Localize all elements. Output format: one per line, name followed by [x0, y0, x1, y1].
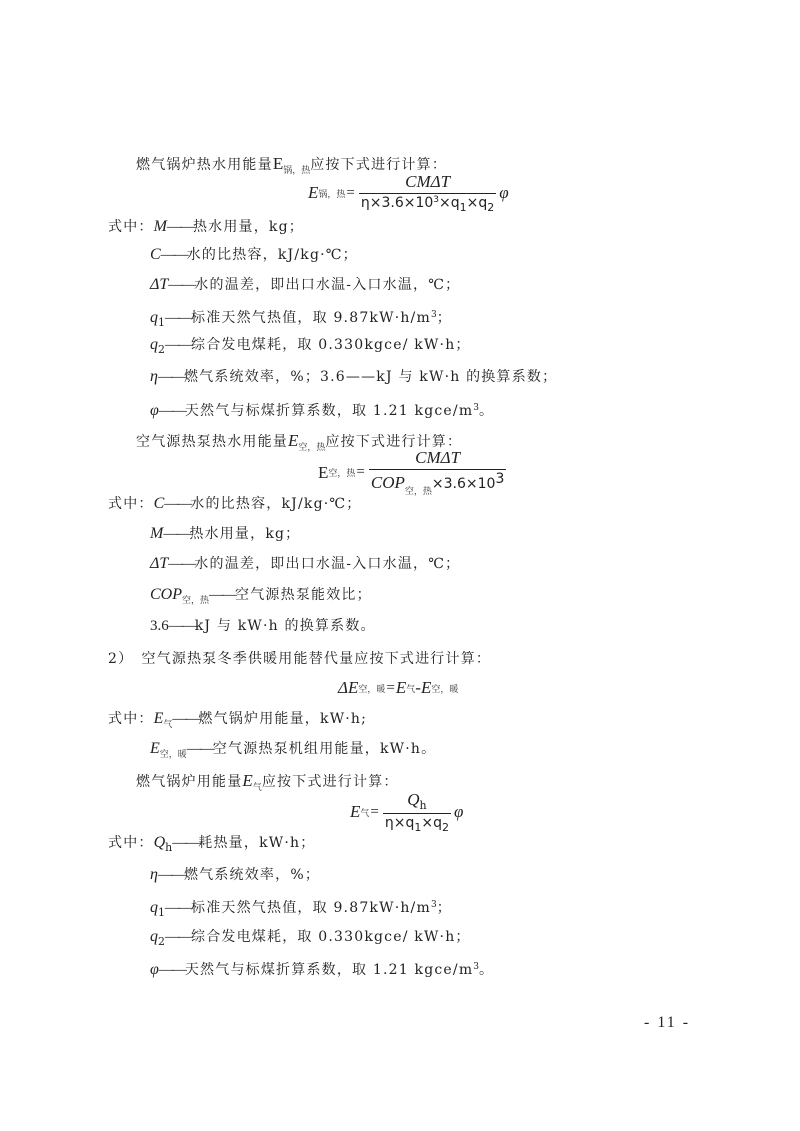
def-symbol-sub: 1	[158, 316, 165, 329]
def-symbol: E	[153, 710, 164, 727]
def-row	[150, 928, 471, 951]
where-label: 式中：	[108, 496, 154, 512]
intro-text: 燃气锅炉热水用能量	[136, 157, 273, 173]
formula-lhs: E	[308, 183, 319, 202]
def-tail: 。	[479, 962, 495, 978]
formula-lhs: ΔE	[338, 678, 359, 697]
var-e: E	[288, 431, 299, 450]
def-text: 天然气与标煤折算系数，取 1.21 kgce/m	[184, 962, 474, 978]
def-row	[150, 555, 460, 573]
def-text: 燃气系统效率，%；3.6——kJ 与 kW·h 的换算系数；	[183, 369, 558, 385]
def-text: 水的比热容，kJ/kg·℃；	[186, 247, 358, 263]
def-text: 空气源热泵机组用能量，kW·h。	[212, 741, 437, 757]
formula-lhs-sub: 锅，热	[318, 189, 346, 200]
def-text: 综合发电煤耗，取 0.330kgce/ kW·h；	[191, 337, 471, 353]
fraction	[369, 448, 506, 497]
equals-sign: =	[356, 464, 365, 480]
formula-lhs-sub: 空，热	[328, 469, 356, 479]
intro-suffix: 应按下式进行计算：	[310, 157, 448, 173]
def-symbol: q	[150, 336, 158, 353]
superscript: 3	[473, 403, 480, 413]
def-symbol-sub: 2	[158, 343, 165, 356]
def-tail: ；	[436, 900, 452, 916]
formula-factor: φ	[454, 802, 464, 821]
formula-heating-substitution	[338, 678, 458, 698]
def-row	[150, 336, 471, 359]
heading-text: 2） 空气源热泵冬季供暖用能替代量应按下式进行计算：	[108, 651, 492, 667]
equals-sign: =	[370, 803, 379, 820]
dash: ——	[158, 403, 185, 419]
dash: ——	[165, 929, 191, 945]
intro-suffix: 应按下式进行计算：	[261, 774, 399, 790]
def-text: 热水用量，kg；	[192, 219, 304, 235]
where-label: 式中：	[108, 711, 154, 727]
def-row	[150, 306, 452, 332]
def-symbol: φ	[150, 402, 159, 419]
def-text: 燃气系统效率，%；	[183, 867, 321, 883]
where-label: 式中：	[108, 219, 154, 235]
def-row	[150, 525, 300, 543]
formula-term: E	[395, 678, 407, 697]
def-symbol-sub: 2	[158, 935, 165, 948]
def-symbol: M	[150, 525, 164, 542]
numerator: CMΔT	[405, 172, 451, 191]
def-row	[108, 218, 304, 236]
formula-term-sub: 气	[406, 684, 416, 695]
page-number: - 11 -	[644, 1014, 691, 1031]
def-text: 综合发电煤耗，取 0.330kgce/ kW·h；	[191, 929, 471, 945]
fraction	[383, 790, 451, 834]
formula-lhs-sub: 空，暖	[358, 684, 386, 695]
def-symbol: q	[150, 928, 158, 945]
def-symbol-sub: h	[165, 841, 173, 854]
def-row	[150, 896, 452, 922]
def-symbol: M	[153, 218, 167, 235]
var-sub: 气	[252, 783, 262, 793]
section-heading-2	[108, 650, 491, 668]
def-symbol: q	[150, 309, 158, 326]
dash: ——	[168, 618, 195, 634]
def-text: 标准天然气热值，取 9.87kW·h/m	[191, 310, 431, 326]
def-symbol-sub: 1	[158, 906, 165, 919]
intro-text: 燃气锅炉用能量	[136, 774, 243, 790]
def-row	[108, 834, 315, 857]
superscript: 3	[473, 962, 480, 972]
var-e: E	[242, 771, 253, 790]
def-symbol-sub: 空，暖	[159, 750, 187, 760]
where-label: 式中：	[108, 835, 154, 851]
def-symbol: Q	[153, 834, 166, 851]
def-row	[150, 958, 494, 979]
formula-term-sub: 空，暖	[431, 684, 459, 695]
dash: ——	[157, 867, 184, 883]
def-text: kJ 与 kW·h 的换算系数。	[194, 618, 376, 634]
var-sub: 锅，热	[283, 166, 311, 176]
denominator: $\eta\times 3.6\times 10^3\times q_1\times q_2$	[360, 195, 495, 214]
dash: ——	[160, 247, 187, 263]
def-text: 天然气与标煤折算系数，取 1.21 kgce/m	[184, 403, 474, 419]
def-symbol: q	[150, 899, 158, 916]
def-symbol: η	[150, 368, 158, 385]
formula-heat-pump-hot-water	[318, 448, 509, 497]
minus-sign: -	[415, 678, 421, 697]
dash: ——	[168, 556, 195, 572]
dash: ——	[165, 337, 191, 353]
def-text: 水的温差，即出口水温-入口水温，℃；	[194, 556, 461, 572]
def-symbol: φ	[150, 961, 159, 978]
def-row	[150, 368, 557, 386]
formula-lhs: E	[318, 462, 329, 482]
def-row	[150, 399, 494, 420]
def-row	[150, 617, 376, 635]
def-symbol: E	[150, 740, 160, 757]
def-row	[150, 276, 460, 294]
def-row	[150, 740, 436, 764]
equals-sign: =	[346, 184, 355, 201]
fraction	[359, 172, 496, 214]
def-symbol: C	[153, 495, 165, 512]
superscript: 3	[430, 900, 437, 910]
dash: ——	[166, 219, 193, 235]
def-row	[108, 710, 367, 734]
denominator: $\eta\times q_1\times q_2$	[384, 815, 449, 834]
dash: ——	[172, 711, 199, 727]
dash: ——	[165, 310, 191, 326]
dash: ——	[163, 526, 190, 542]
denominator: $COP_{空,热}\times 3.6\times 10^3$	[370, 471, 505, 497]
def-row	[150, 246, 358, 264]
def-tail: 。	[479, 403, 495, 419]
var-sub: 空，热	[298, 443, 326, 453]
def-symbol: ΔT	[150, 276, 169, 293]
formula-term: E	[420, 678, 432, 697]
def-text: 燃气锅炉用能量，kW·h;	[198, 711, 368, 727]
dash: ——	[164, 496, 191, 512]
numerator: CMΔT	[415, 448, 461, 467]
def-symbol: 3.6	[150, 618, 169, 634]
var-e: E	[272, 154, 284, 173]
dash: ——	[158, 962, 185, 978]
def-symbol: ΔT	[150, 555, 169, 572]
formula-factor: φ	[499, 183, 509, 202]
def-symbol-sub: 空，热	[182, 596, 210, 606]
dash: ——	[209, 587, 236, 603]
formula-lhs-sub: 气	[360, 808, 370, 819]
dash: ——	[157, 369, 184, 385]
numerator: $Q_h$	[407, 790, 427, 812]
def-text: 热水用量，kg；	[189, 526, 301, 542]
dash: ——	[165, 900, 191, 916]
dash: ——	[168, 277, 195, 293]
def-symbol: η	[150, 866, 158, 883]
formula-lhs: E	[350, 802, 361, 821]
def-row	[150, 586, 372, 610]
def-text: 空气源热泵能效比；	[235, 587, 372, 603]
def-row	[150, 866, 320, 884]
intro-text: 空气源热泵热水用能量	[136, 434, 288, 450]
intro-suffix: 应按下式进行计算：	[325, 434, 463, 450]
dash: ——	[186, 741, 213, 757]
def-row	[108, 495, 361, 513]
def-text: 水的温差，即出口水温-入口水温，℃；	[194, 277, 461, 293]
formula-boiler-hot-water	[308, 172, 509, 214]
superscript: 3	[430, 310, 437, 320]
def-symbol: COP	[150, 586, 182, 603]
def-text: 耗热量，kW·h；	[198, 835, 316, 851]
def-symbol-sub: 气	[163, 720, 173, 730]
formula-boiler-energy	[350, 790, 463, 834]
def-text: 标准天然气热值，取 9.87kW·h/m	[191, 900, 431, 916]
dash: ——	[172, 835, 199, 851]
def-text: 水的比热容，kJ/kg·℃；	[190, 496, 362, 512]
def-tail: ；	[436, 310, 452, 326]
def-symbol: C	[150, 246, 161, 263]
equals-sign: =	[386, 679, 395, 696]
